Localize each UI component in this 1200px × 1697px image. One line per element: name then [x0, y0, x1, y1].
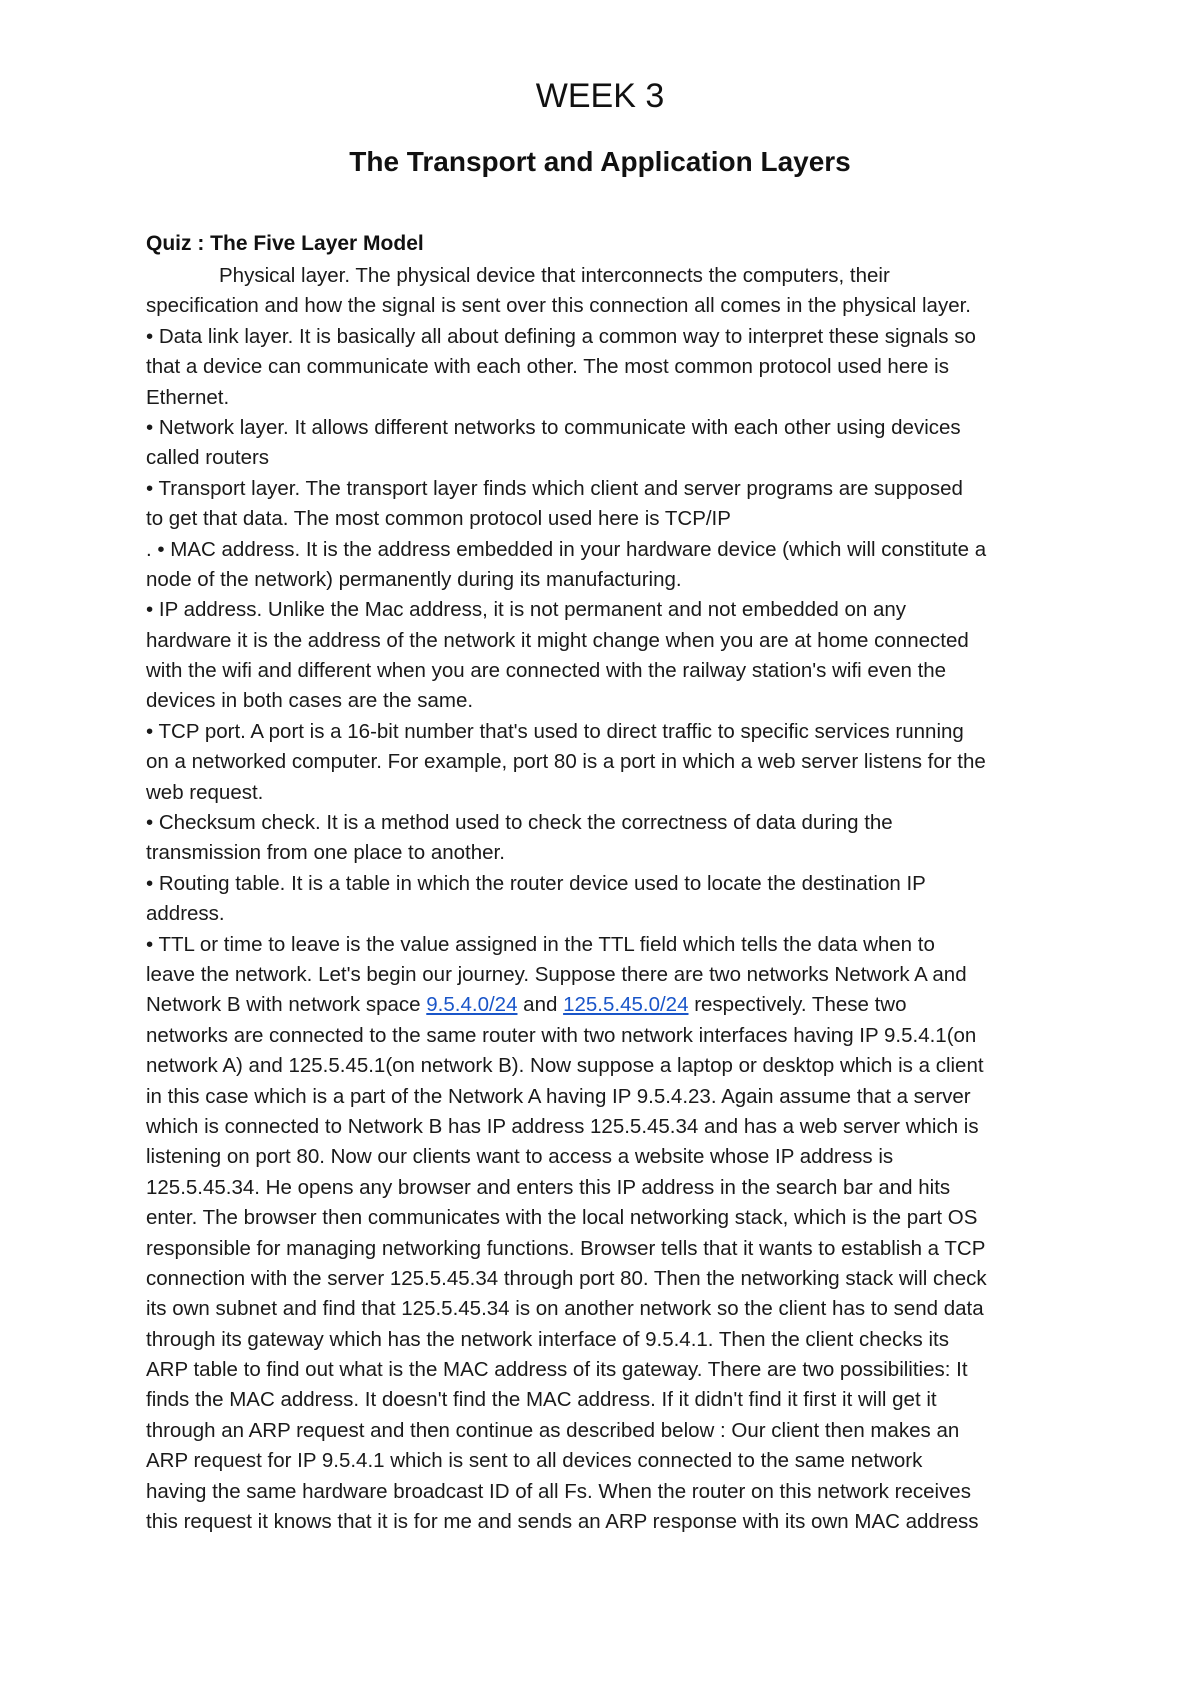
text-line: this request it knows that it is for me and sends an ARP response with its own MAC address	[146, 1510, 979, 1534]
text-line: responsible for managing networking functions. Browser tells that it wants to establish a TCP	[146, 1236, 986, 1260]
text-line: transmission from one place to another.	[146, 841, 505, 865]
text-fragment: and	[517, 993, 564, 1017]
text-line: called routers	[146, 446, 270, 470]
text-line: having the same hardware broadcast ID of all Fs. When the router on this network receives	[146, 1479, 971, 1503]
text-line-with-links	[146, 990, 1066, 1020]
text-line: devices in both cases are the same.	[146, 689, 474, 713]
text-line: leave the network. Let's begin our journey. Suppose there are two networks Network A and	[146, 962, 967, 986]
text-line: • Network layer. It allows different networks to communicate with each other using devices	[146, 415, 961, 439]
text-line: web request.	[146, 780, 264, 804]
text-line: • TTL or time to leave is the value assigned in the TTL field which tells the data when to	[146, 932, 935, 956]
text-line: enter. The browser then communicates with the local networking stack, which is the part OS	[146, 1206, 978, 1230]
text-line: in this case which is a part of the Network A having IP 9.5.4.23. Again assume that a server	[146, 1084, 971, 1108]
text-line: . • MAC address. It is the address embedded in your hardware device (which will constitute a	[146, 537, 987, 561]
text-line: through an ARP request and then continue as described below : Our client then makes an	[146, 1418, 960, 1442]
text-line: its own subnet and find that 125.5.45.34 is on another network so the client has to send data	[146, 1297, 984, 1321]
text-line: connection with the server 125.5.45.34 through port 80. Then the networking stack will check	[146, 1266, 987, 1290]
text-line: which is connected to Network B has IP address 125.5.45.34 and has a web server which is	[146, 1114, 979, 1138]
text-fragment: respectively. These two	[688, 993, 907, 1017]
text-fragment: Network B with network space	[146, 993, 427, 1017]
network-a-link[interactable]: 9.5.4.0/24	[426, 993, 518, 1017]
text-line: to get that data. The most common protocol used here is TCP/IP	[146, 507, 731, 531]
text-line: ARP table to find out what is the MAC address of its gateway. There are two possibilities: It	[146, 1358, 968, 1382]
text-line: • Transport layer. The transport layer finds which client and server programs are supposed	[146, 476, 963, 500]
text-line: with the wifi and different when you are connected with the railway station's wifi even the	[146, 659, 947, 683]
text-line: node of the network) permanently during its manufacturing.	[146, 567, 682, 591]
text-line: address.	[146, 902, 225, 926]
text-line: • TCP port. A port is a 16-bit number that's used to direct traffic to specific services running	[146, 719, 964, 743]
network-b-link[interactable]: 125.5.45.0/24	[563, 993, 689, 1017]
text-line: specification and how the signal is sent over this connection all comes in the physical layer.	[146, 294, 972, 318]
text-line: ARP request for IP 9.5.4.1 which is sent to all devices connected to the same network	[146, 1449, 923, 1473]
text-line: hardware it is the address of the network it might change when you are at home connected	[146, 628, 969, 652]
text-line: 125.5.45.34. He opens any browser and enters this IP address in the search bar and hits	[146, 1175, 951, 1199]
week-title: WEEK 3	[535, 77, 665, 115]
text-line: finds the MAC address. It doesn't find the MAC address. If it didn't find it first it will get it	[146, 1388, 937, 1412]
text-line: listening on port 80. Now our clients want to access a website whose IP address is	[146, 1145, 894, 1169]
text-line: on a networked computer. For example, port 80 is a port in which a web server listens for the	[146, 750, 986, 774]
text-line: networks are connected to the same router with two network interfaces having IP 9.5.4.1(on	[146, 1023, 977, 1047]
text-line: Physical layer. The physical device that interconnects the computers, their	[219, 264, 890, 287]
text-line: • Checksum check. It is a method used to check the correctness of data during the	[146, 811, 893, 835]
document-subtitle: The Transport and Application Layers	[349, 146, 851, 177]
body-text	[146, 261, 1066, 1537]
text-line: • Routing table. It is a table in which the router device used to locate the destination IP	[146, 871, 926, 895]
text-line: that a device can communicate with each other. The most common protocol used here is	[146, 355, 949, 379]
quiz-heading: Quiz : The Five Layer Model	[146, 232, 424, 255]
text-line: • IP address. Unlike the Mac address, it is not permanent and not embedded on any	[146, 598, 907, 622]
text-line: through its gateway which has the network interface of 9.5.4.1. Then the client checks its	[146, 1327, 949, 1351]
text-line: network A) and 125.5.45.1(on network B). Now suppose a laptop or desktop which is a client	[146, 1054, 984, 1078]
text-line: • Data link layer. It is basically all about defining a common way to interpret these signals so	[146, 324, 976, 348]
text-line: Ethernet.	[146, 385, 230, 409]
